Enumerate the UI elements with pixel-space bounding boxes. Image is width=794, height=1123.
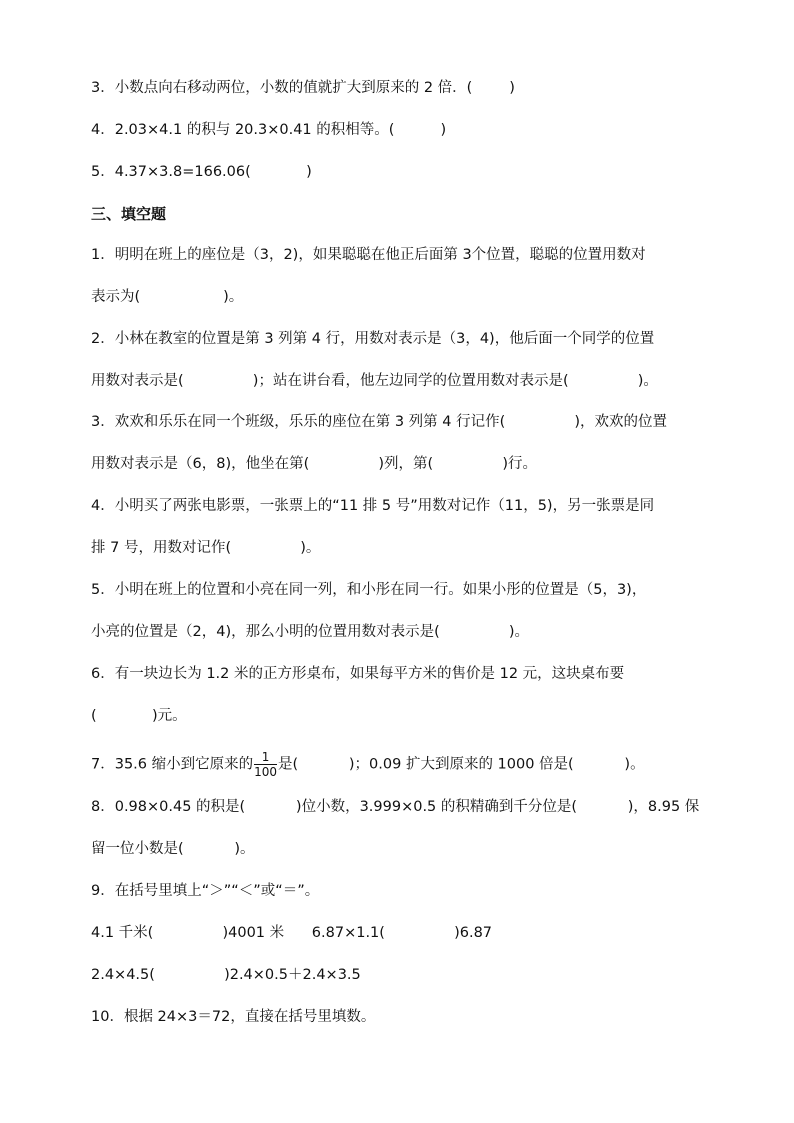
fill-question-1-line-1: 1．明明在班上的座位是（3，2)，如果聪聪在他正后面第 3个位置，聪聪的位置用数对 [91,247,646,263]
fill-question-9-line-2: 4.1 千米( )4001 米 6.87×1.1( )6.87 [91,925,493,941]
fill-question-7 [91,750,645,779]
judgement-question-4: 4．2.03×4.1 的积与 20.3×0.41 的积相等。( ) [91,122,447,138]
fill-question-7-before: 7．35.6 缩小到它原来的 [91,756,254,773]
fill-question-5-line-2: 小亮的位置是（2，4)，那么小明的位置用数对表示是( )。 [91,624,530,640]
fraction-numerator: 1 [254,750,277,765]
fill-question-3-line-2: 用数对表示是（6，8)，他坐在第( )列，第( )行。 [91,456,538,472]
fill-question-5-line-1: 5．小明在班上的位置和小亮在同一列，和小彤在同一行。如果小彤的位置是（5，3)， [91,582,647,598]
section-title-fill-blank: 三、填空题 [91,205,167,223]
fill-question-3-line-1: 3．欢欢和乐乐在同一个班级，乐乐的座位在第 3 列第 4 行记作( )，欢欢的位置 [91,414,668,430]
fill-question-8-line-2: 留一位小数是( )。 [91,841,255,857]
fill-question-2-line-1: 2．小林在教室的位置是第 3 列第 4 行，用数对表示是（3，4)，他后面一个同学的位置 [91,331,655,347]
fill-question-1-line-2: 表示为( )。 [91,289,244,305]
fill-question-9-line-1: 9．在括号里填上“＞”“＜”或“＝”。 [91,883,320,899]
fill-question-10-line-1: 10．根据 24×3＝72，直接在括号里填数。 [91,1009,376,1025]
fill-question-6-line-2: ( )元。 [91,708,187,724]
fill-question-6-line-1: 6．有一块边长为 1.2 米的正方形桌布，如果每平方米的售价是 12 元，这块桌布要 [91,666,625,682]
fill-question-7-after: 是( )；0.09 扩大到原来的 1000 倍是( )。 [278,756,645,773]
fraction-denominator: 100 [254,765,278,779]
fraction-one-hundredth [254,750,277,779]
fill-question-4-line-2: 排 7 号，用数对记作( )。 [91,540,321,556]
fill-question-9-line-3: 2.4×4.5( )2.4×0.5＋2.4×3.5 [91,967,361,983]
judgement-question-5: 5．4.37×3.8=166.06( ) [91,164,312,180]
fill-question-4-line-1: 4．小明买了两张电影票，一张票上的“11 排 5 号”用数对记作（11，5)，另一张票是同 [91,498,655,514]
fill-question-2-line-2: 用数对表示是( )；站在讲台看，他左边同学的位置用数对表示是( )。 [91,373,658,389]
judgement-question-3: 3．小数点向右移动两位，小数的值就扩大到原来的 2 倍．( ) [91,80,515,96]
fill-question-8-line-1: 8．0.98×0.45 的积是( )位小数，3.999×0.5 的积精确到千分位是( )，8.95 保 [91,799,700,815]
